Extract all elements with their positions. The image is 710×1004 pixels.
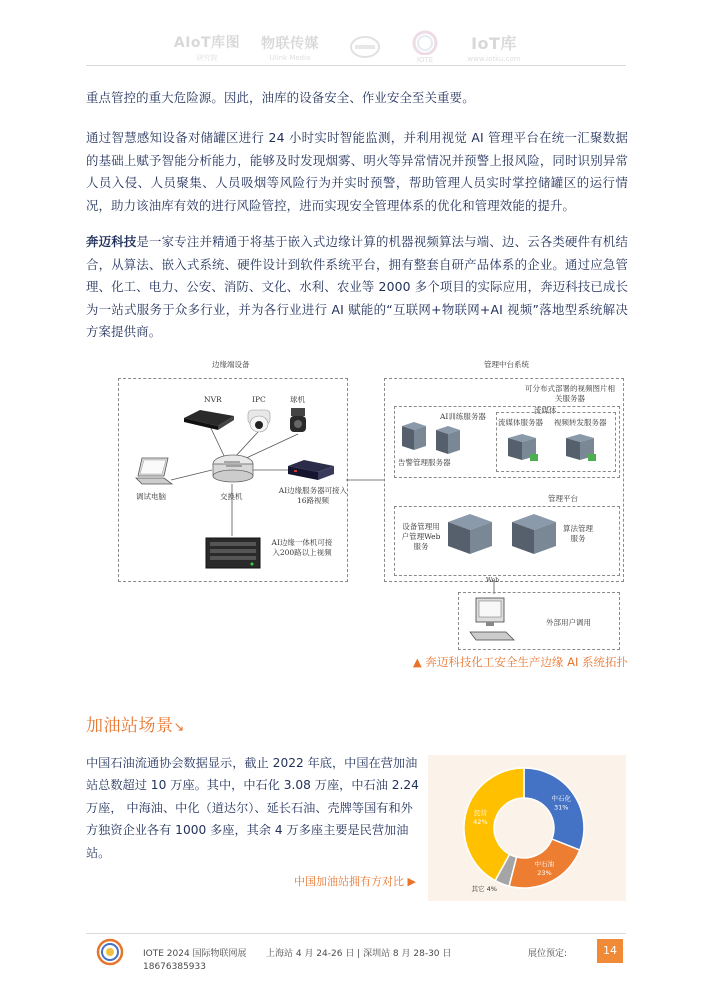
forward-server-icon — [562, 432, 598, 464]
stream-group-label: 流媒体 — [534, 406, 557, 415]
stream-server-label: 流媒体服务器 — [498, 418, 543, 427]
pie-value-label: 23% — [537, 869, 552, 878]
algo-server-icon — [508, 512, 560, 556]
laptop-label: 调试电脑 — [136, 492, 166, 501]
company-name: 奔迈科技 — [86, 234, 137, 249]
distributed-servers-label: 可分布式部署的视频图片相关服务器 — [525, 384, 615, 403]
switch-icon — [210, 452, 256, 486]
footer-expo: IOTE 2024 国际物联网展 — [143, 949, 247, 959]
ulink-logo: 物联传媒 Ulink Media — [261, 35, 319, 62]
desktop-computer-icon — [466, 596, 520, 644]
iote-footer-logo-icon — [92, 938, 128, 968]
footer-divider — [86, 933, 626, 934]
pie-category-label: 中石化 — [551, 794, 571, 803]
pie-category-label: 其它 4% — [471, 885, 497, 894]
web-server-icon — [444, 512, 496, 556]
aiot-logo: AIoT库图 研究院 — [173, 34, 241, 62]
pie-chart-caption: 中国加油站拥有方对比 ▶ — [294, 875, 416, 888]
edge-devices-title: 边缘端设备 — [212, 360, 250, 369]
algo-mgmt-label: 算法管理服务 — [563, 524, 593, 543]
page-header — [0, 0, 710, 66]
stream-server-icon — [504, 432, 540, 464]
footer-booth: 展位预定: — [528, 949, 568, 959]
platform-title: 管理平台 — [548, 494, 578, 503]
device-mgmt-label: 设备管理用户管理Web服务 — [401, 522, 441, 551]
ai-edge-server-label: AI边缘服务器可接入16路视频 — [278, 486, 348, 505]
header-divider — [86, 65, 626, 66]
section-title-text: 加油站场景 — [86, 716, 174, 736]
seal-icon — [349, 35, 381, 59]
ipc-label: IPC — [252, 395, 266, 404]
pie-category-label: 民营 — [473, 808, 487, 817]
laptop-icon — [134, 456, 174, 488]
footer-dates: 上海站 4 月 24-26 日 | 深圳站 8 月 28-30 日 — [266, 949, 452, 959]
pie-category-label: 中石油 — [534, 860, 555, 869]
ai-edge-box-label: AI边缘一体机可接入200路以上视频 — [271, 538, 333, 557]
page-number: 14 — [597, 939, 623, 963]
gas-station-paragraph: 中国石油流通协会数据显示，截止 2022 年底，中国在营加油站总数超过 10 万座。其中，中石化 3.08 万座，中石油 2.24 万座， 中海油、中化（道达尔）、延长石油、壳牌等国有和外方独资企业各有 1000 多座，其余 4 万多座主要是民营加油站。 — [86, 756, 419, 860]
mgmt-system-title: 管理中台系统 — [484, 360, 529, 369]
ai-edge-server-icon — [286, 458, 336, 482]
pie-chart-panel — [428, 755, 626, 901]
iote-logo: IOTE — [405, 30, 445, 64]
pie-value-label: 42% — [473, 817, 488, 826]
forward-server-label: 视频转发服务器 — [554, 418, 607, 427]
section-title — [86, 711, 185, 736]
external-user-label: 外部用户调用 — [546, 618, 591, 627]
ai-edge-box-icon — [204, 536, 262, 570]
iote-badge-icon — [410, 30, 440, 55]
paragraph-3 — [86, 231, 628, 344]
seal-logo — [345, 30, 385, 64]
ipc-camera-icon — [246, 406, 272, 436]
section-title-arrow: ↘ — [173, 720, 185, 735]
footer-phone: 18676385933 — [143, 962, 206, 972]
dome-camera-label: 球机 — [290, 395, 305, 404]
dome-camera-icon — [288, 406, 308, 436]
paragraph-2: 通过智慧感知设备对储罐区进行 24 小时实时智能监测，并利用视觉 AI 管理平台在统一汇聚数据的基础上赋予智能分析能力，能够及时发现烟雾、明火等异常情况并预警上报风险，同时识别异常人员入侵、人员聚集、人员吸烟等风险行为并实时预警，帮助管理人员实时掌控储罐区的运行情况，助力该油库有效的进行风险管控，进而实现安全管理体系的优化和管理效能的提升。 — [86, 130, 628, 213]
paragraph-3-text: 是一家专注并精通于将基于嵌入式边缘计算的机器视频算法与端、边、云各类硬件有机结合，从算法、嵌入式系统、硬件设计到软件系统平台，拥有整套自研产品体系的企业。通过应急管理、化工、电力、公安、消防、文化、水利、农业等 2000 多个项目的实际应用，奔迈科技已成长为一站式服务于众多行业，并为各行业进行 AI 赋能的“互联网+物联网+AI 视频”落地型系统解决方案提供商。 — [86, 234, 628, 339]
alarm-server-label: 告警管理服务器 — [398, 458, 451, 467]
pie-value-label: 31% — [553, 803, 569, 812]
ai-train-label: AI训练服务器 — [440, 412, 486, 421]
ai-train-server-icon — [398, 420, 428, 452]
iotku-logo: IoT库 www.iotku.com — [467, 34, 521, 63]
switch-label: 交换机 — [220, 492, 243, 501]
web-label: Web — [486, 577, 500, 584]
diagram-caption: ▲ 奔迈科技化工安全生产边缘 AI 系统拓扑 — [412, 655, 628, 669]
paragraph-1: 重点管控的重大危险源。因此，油库的设备安全、作业安全至关重要。 — [86, 90, 475, 105]
pie-chart — [428, 755, 626, 901]
nvr-icon — [182, 408, 236, 432]
nvr-label: NVR — [204, 395, 222, 404]
topology-diagram — [86, 352, 628, 652]
alarm-server-icon — [432, 424, 462, 456]
